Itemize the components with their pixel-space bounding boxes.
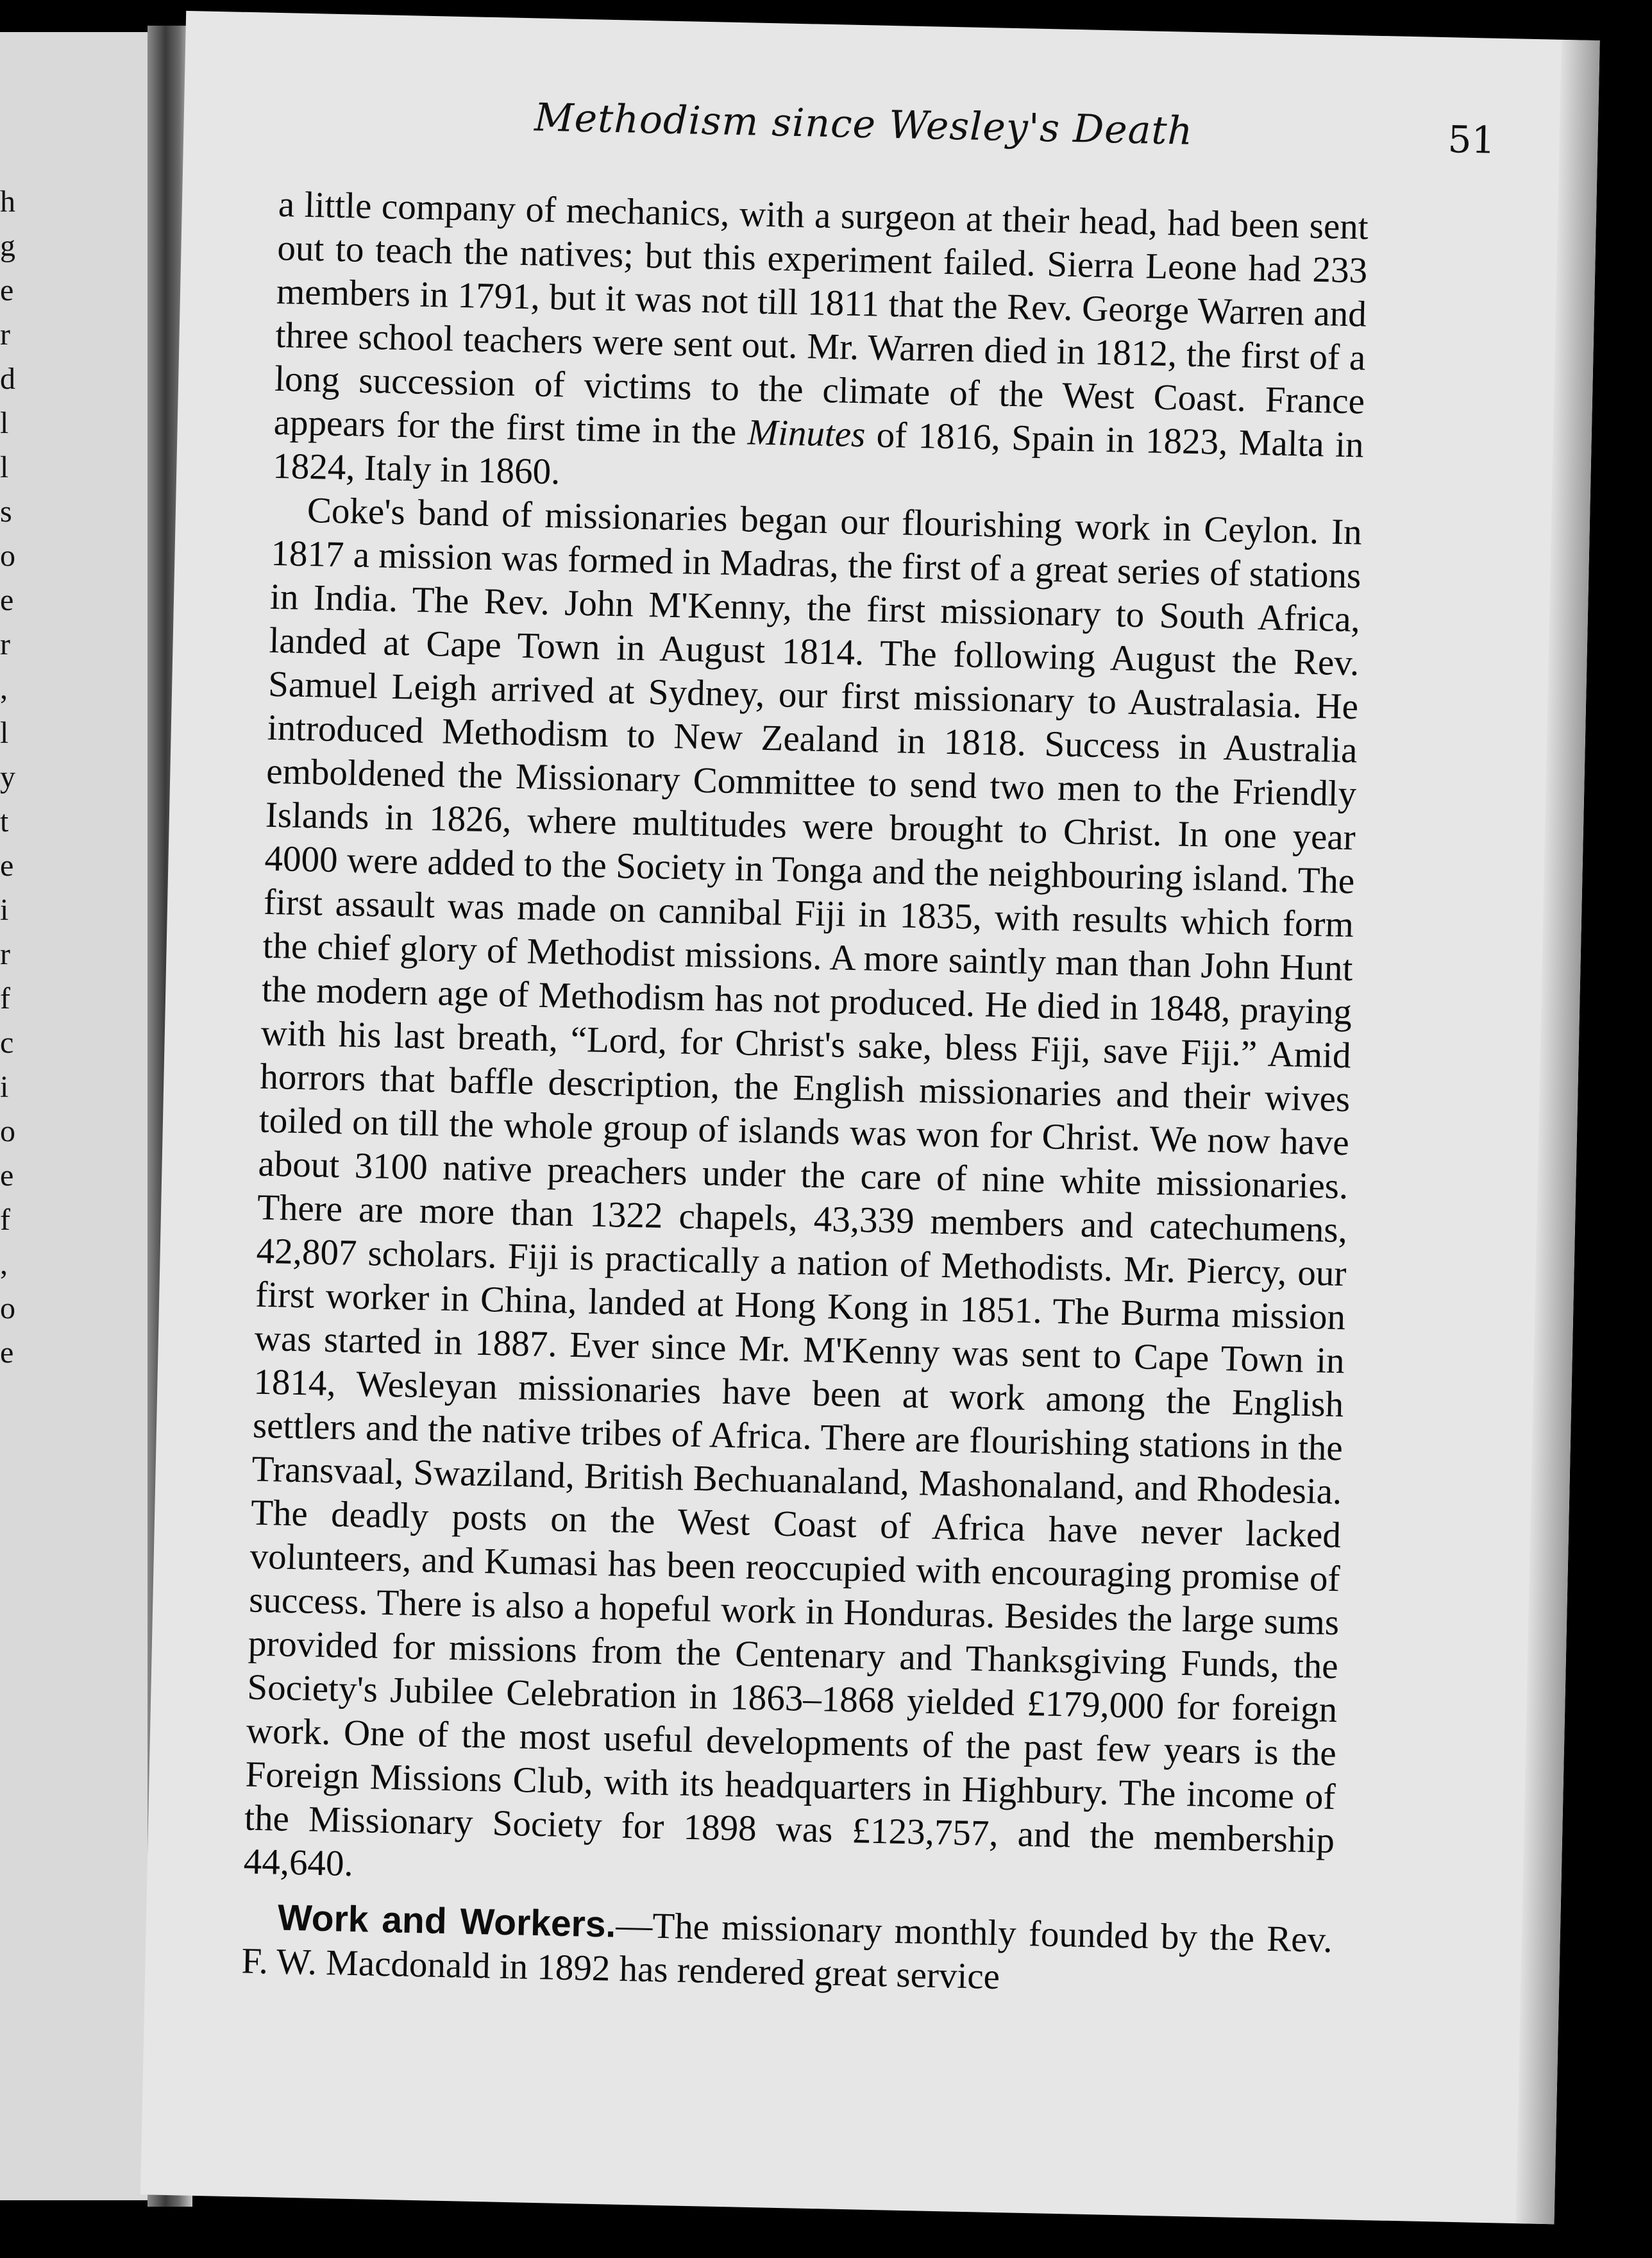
running-head: Methodism since Wesley's Death [534, 95, 1193, 154]
facing-page-letter: r [0, 318, 10, 352]
facing-page [0, 32, 164, 2200]
paragraph-3-text: —The missionary monthly founded by the Rev. F. W. Macdonald in 1892 has rendered great service [240, 1905, 1333, 1998]
facing-page-letter: l [0, 450, 9, 484]
paragraph-2: Coke's band of missionaries began our flourishing work in Ceylon. In 1817 a mission was formed in Madras, the first of a great series of stations in India. The Rev. John M'Kenny, the first missionary to South Africa, landed at Cape Town in August 1814. The following August the Rev. Samuel Leigh arrived at Sydney, our first missionary to Australasia. He introduced Methodism to New Zealand in 1818. Success in Australia emboldened the Missionary Committee to send two men to the Friendly Islands in 1826, where multitudes were brought to Christ. In one year 4000 were added to the Society in Tonga and the neighbouring island. The first assault was made on cannibal Fiji in 1835, with results which form the chief glory of Methodist missions. A more saintly man than John Hunt the modern age of Methodism has not produced. He died in 1848, praying with his last breath, “Lord, for Christ's sake, bless Fiji, save Fiji.” Amid horrors that baffle description, the English missionaries and their wives toiled on till the whole group of islands was won for Christ. We now have about 3100 native preachers under the care of nine white missionaries. There are more than 1322 chapels, 43,339 members and catechumens, 42,807 scholars. Fiji is practically a nation of Methodists. Mr. Piercy, our first worker in China, landed at Hong Kong in 1851. The Burma mission was started in 1887. Ever since Mr. M'Kenny was sent to Cape Town in 1814, Wesleyan missionaries have been at work among the English settlers and the native tribes of Africa. There are flourishing stations in the Transvaal, Swaziland, British Bechuanaland, Mashonaland, and Rhodesia. The deadly posts on the West Coast of Africa have never lacked volunteers, and Kumasi has been reoccupied with encouraging promise of success. There is also a hopeful work in Honduras. Besides the large sums provided for missions from the Centenary and Thanksgiving Funds, the Society's Jubilee Celebration in 1863–1868 yielded £179,000 for foreign work. One of the most useful developments of the past few years is the Foreign Missions Club, with its headquarters in Highbury. The income of the Missionary Society for 1898 was £123,757, and the membership 44,640. [243, 490, 1363, 1884]
facing-page-letter: , [0, 672, 8, 706]
minutes-italic: Minutes [747, 412, 866, 455]
facing-page-letter: s [0, 495, 12, 529]
paragraph-3 [241, 1895, 1333, 2006]
facing-page-letter: i [0, 893, 9, 927]
facing-page-letter: e [0, 1336, 14, 1370]
facing-page-letter: o [0, 1114, 15, 1148]
facing-page-text-edge [0, 180, 19, 1375]
facing-page-letter: f [0, 981, 10, 1015]
facing-page-letter: o [0, 1291, 15, 1325]
page-edge-shadow [1515, 40, 1599, 2225]
facing-page-letter: l [0, 406, 9, 440]
facing-page-letter: d [0, 362, 15, 396]
facing-page-letter: e [0, 273, 14, 307]
book-page [140, 11, 1600, 2224]
facing-page-letter: e [0, 849, 14, 883]
facing-page-letter: t [0, 804, 9, 838]
paragraph-1-text-start: a little company of mechanics, with a surgeon at their head, had been sent out to teach the natives; but this experiment failed. Sierra Leone had 233 members in 1791, but it was not till 1811 that the Rev. George Warren and three school teachers were sent out. Mr. Warren died in 1812, the first of a long succession of victims to the climate of the West Coast. France appears for the first time in the [273, 183, 1369, 453]
page-number: 51 [1447, 117, 1496, 162]
facing-page-letter: h [0, 185, 15, 219]
facing-page-letter: o [0, 539, 15, 573]
facing-page-letter: e [0, 1159, 14, 1193]
facing-page-letter: l [0, 716, 9, 750]
body-text [241, 183, 1369, 2006]
facing-page-letter: e [0, 583, 14, 617]
facing-page-letter: r [0, 937, 10, 971]
facing-page-letter: y [0, 760, 15, 794]
paragraph-1-text-end: of 1816, Spain in 1823, Malta in 1824, Italy in 1860. [272, 414, 1365, 493]
facing-page-letter: f [0, 1203, 10, 1237]
facing-page-letter: g [0, 229, 15, 263]
facing-page-letter: i [0, 1070, 9, 1104]
facing-page-letter: c [0, 1026, 14, 1060]
paragraph-1 [273, 183, 1369, 511]
facing-page-letter: r [0, 627, 10, 661]
facing-page-letter: , [0, 1247, 8, 1281]
section-heading: Work and Workers. [277, 1897, 617, 1946]
